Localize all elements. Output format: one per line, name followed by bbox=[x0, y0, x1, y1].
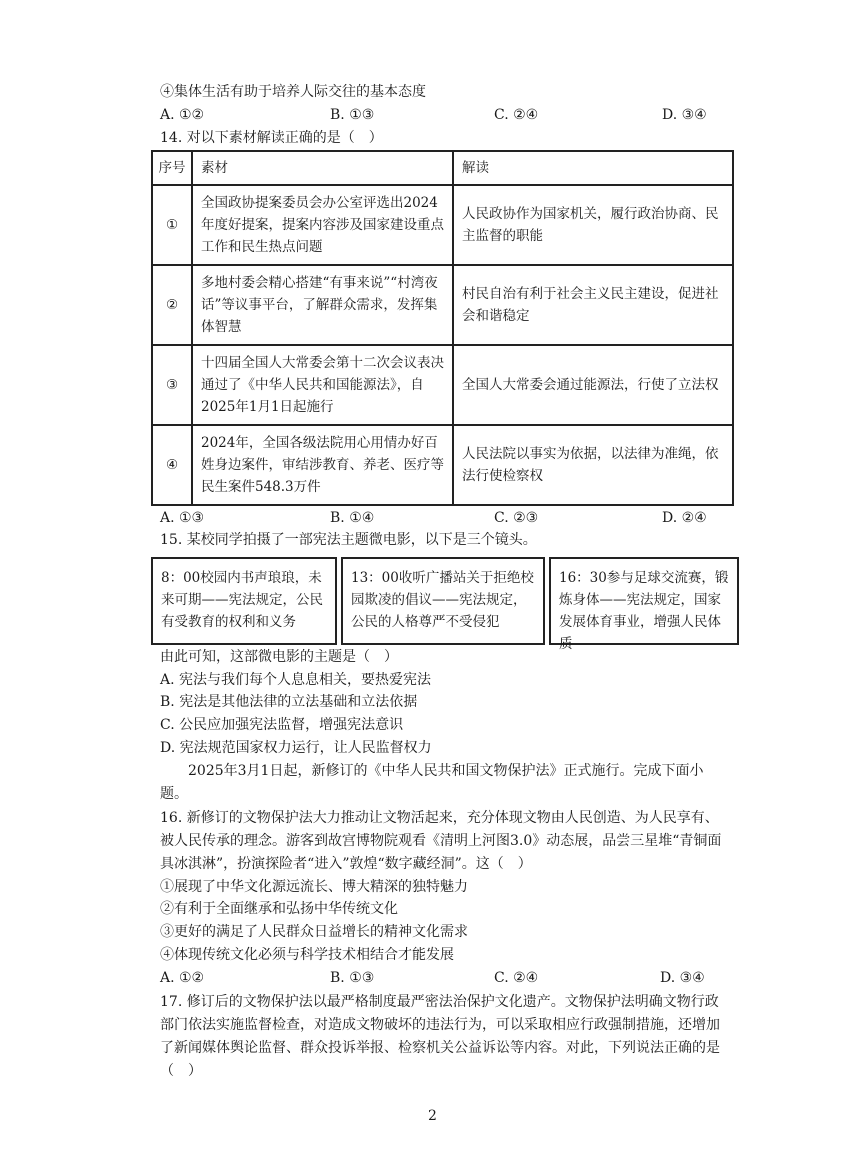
row-reading: 人民政协作为国家机关，履行政治协商、民主监督的职能 bbox=[453, 185, 733, 265]
row-material: 2024年，全国各级法院用心用情办好百姓身边案件，审结涉教育、养老、医疗等民生案件548.3万件 bbox=[192, 425, 453, 505]
q16-option-c[interactable]: C. ②④ bbox=[494, 970, 539, 986]
row-num: ④ bbox=[152, 425, 192, 505]
q14-option-a[interactable]: A. ①③ bbox=[160, 510, 205, 526]
table-row bbox=[152, 345, 733, 425]
table-header-row bbox=[152, 151, 733, 185]
table-row bbox=[152, 185, 733, 265]
q13-item-4: ④集体生活有助于培养人际交往的基本态度 bbox=[160, 84, 426, 100]
q14-table bbox=[151, 150, 734, 506]
header-num: 序号 bbox=[152, 151, 192, 185]
row-material: 十四届全国人大常委会第十二次会议表决通过了《中华人民共和国能源法》，自2025年1月1日起施行 bbox=[192, 345, 453, 425]
q16-item-1: ①展现了中华文化源远流长、博大精深的独特魅力 bbox=[160, 879, 468, 895]
q16-item-3: ③更好的满足了人民群众日益增长的精神文化需求 bbox=[160, 924, 468, 940]
row-num: ② bbox=[152, 265, 192, 345]
q16-stem-line-2: 被人民传承的理念。游客到故宫博物院观看《清明上河图3.0》动态展，品尝三星堆“青铜面 bbox=[160, 833, 722, 849]
q14-option-c[interactable]: C. ②③ bbox=[494, 510, 539, 526]
header-reading: 解读 bbox=[453, 151, 733, 185]
row-num: ① bbox=[152, 185, 192, 265]
q16-item-4: ④体现传统文化必须与科学技术相结合才能发展 bbox=[160, 947, 454, 963]
q13-option-c[interactable]: C. ②④ bbox=[494, 107, 539, 123]
material-intro-line-1: 2025年3月1日起，新修订的《中华人民共和国文物保护法》正式施行。完成下面小 bbox=[188, 763, 704, 779]
q14-option-d[interactable]: D. ②④ bbox=[662, 510, 707, 526]
q17-stem-line-1: 17. 修订后的文物保护法以最严格制度最严密法治保护文化遗产。文物保护法明确文物行政 bbox=[160, 994, 719, 1010]
q17-stem-line-2: 部门依法实施监督检查，对造成文物破坏的违法行为，可以采取相应行政强制措施，还增加 bbox=[160, 1017, 720, 1033]
row-reading: 全国人大常委会通过能源法，行使了立法权 bbox=[453, 345, 733, 425]
q15-option-c[interactable]: C. 公民应加强宪法监督，增强宪法意识 bbox=[160, 717, 404, 733]
q15-option-d[interactable]: D. 宪法规范国家权力运行，让人民监督权力 bbox=[160, 740, 432, 756]
q16-option-d[interactable]: D. ③④ bbox=[660, 970, 705, 986]
q14-stem: 14. 对以下素材解读正确的是（ ） bbox=[160, 130, 383, 146]
row-reading: 人民法院以事实为依据，以法律为准绳，依法行使检察权 bbox=[453, 425, 733, 505]
q13-option-b[interactable]: B. ①③ bbox=[330, 107, 375, 123]
material-intro-line-2: 题。 bbox=[160, 786, 188, 802]
q17-stem-line-4: （ ） bbox=[160, 1063, 202, 1079]
row-reading: 村民自治有利于社会主义民主建设，促进社会和谐稳定 bbox=[453, 265, 733, 345]
table-row bbox=[152, 425, 733, 505]
q13-option-a[interactable]: A. ①② bbox=[160, 107, 205, 123]
q16-item-2: ②有利于全面继承和弘扬中华传统文化 bbox=[160, 901, 398, 917]
q15-stem: 15. 某校同学拍摄了一部宪法主题微电影，以下是三个镜头。 bbox=[160, 532, 537, 548]
q15-option-b[interactable]: B. 宪法是其他法律的立法基础和立法依据 bbox=[160, 694, 418, 710]
q16-stem-line-1: 16. 新修订的文物保护法大力推动让文物活起来，充分体现文物由人民创造、为人民享有、 bbox=[160, 810, 719, 826]
q16-option-b[interactable]: B. ①③ bbox=[330, 970, 375, 986]
q16-stem-line-3: 具冰淇淋”，扮演探险者“进入”敦煌“数字藏经洞”。这（ ） bbox=[160, 856, 532, 872]
row-num: ③ bbox=[152, 345, 192, 425]
q15-question: 由此可知，这部微电影的主题是（ ） bbox=[160, 649, 398, 665]
shot-box: 16：30参与足球交流赛，锻炼身体——宪法规定，国家发展体育事业，增强人民体质 bbox=[549, 557, 739, 645]
page-number: 2 bbox=[428, 1108, 437, 1124]
q14-option-b[interactable]: B. ①④ bbox=[330, 510, 375, 526]
q15-shots bbox=[151, 557, 739, 652]
q15-option-a[interactable]: A. 宪法与我们每个人息息相关，要热爱宪法 bbox=[160, 672, 432, 688]
header-material: 素材 bbox=[192, 151, 453, 185]
table-row bbox=[152, 265, 733, 345]
row-material: 多地村委会精心搭建“有事来说”“村湾夜话”等议事平台，了解群众需求，发挥集体智慧 bbox=[192, 265, 453, 345]
row-material: 全国政协提案委员会办公室评选出2024年度好提案，提案内容涉及国家建设重点工作和民生热点问题 bbox=[192, 185, 453, 265]
q13-option-d[interactable]: D. ③④ bbox=[662, 107, 707, 123]
shot-box: 8：00校园内书声琅琅，未来可期——宪法规定，公民有受教育的权利和义务 bbox=[151, 557, 337, 645]
q16-option-a[interactable]: A. ①② bbox=[160, 970, 205, 986]
shot-box: 13：00收听广播站关于拒绝校园欺凌的倡议——宪法规定，公民的人格尊严不受侵犯 bbox=[341, 557, 545, 645]
q17-stem-line-3: 了新闻媒体舆论监督、群众投诉举报、检察机关公益诉讼等内容。对此，下列说法正确的是 bbox=[160, 1040, 720, 1056]
